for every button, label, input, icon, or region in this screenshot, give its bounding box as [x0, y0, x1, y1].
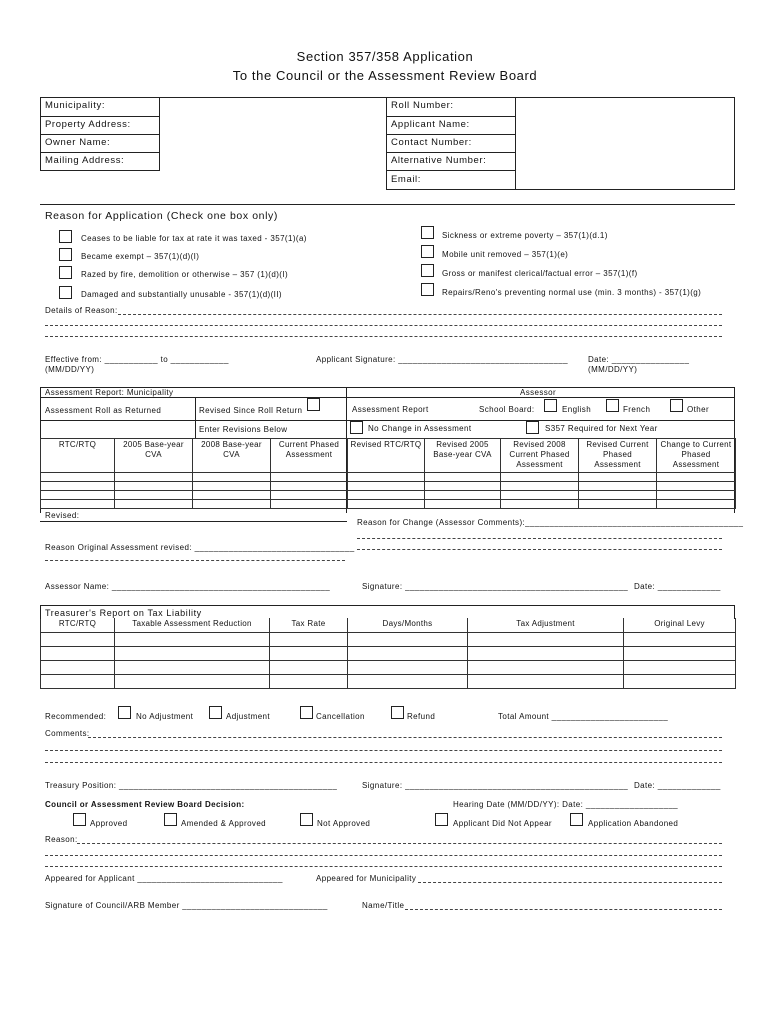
abandoned-checkbox[interactable]	[570, 813, 583, 826]
reason-change-line-1[interactable]	[357, 538, 722, 539]
application-date-format: (MM/DD/YY)	[588, 365, 638, 374]
col-change-current: Change to Current Phased Assessment	[657, 439, 736, 473]
property-address-label: Property Address:	[45, 119, 131, 130]
email-label: Email:	[391, 174, 421, 185]
reason-checkbox-ceases[interactable]	[59, 230, 72, 243]
comments-line-1[interactable]	[88, 737, 722, 738]
no-adjustment-label: No Adjustment	[136, 712, 194, 721]
revised-since-roll-return: Revised Since Roll Return	[199, 406, 303, 415]
application-date: Date: ________________	[588, 355, 690, 364]
reason-repairs-label: Repairs/Reno's preventing normal use (min. 3 months) - 357(1)(g)	[442, 288, 702, 297]
table-row[interactable]	[41, 646, 736, 660]
col-revised-rtc: Revised RTC/RTQ	[348, 439, 425, 473]
details-line-3[interactable]	[45, 336, 722, 337]
reason-error-label: Gross or manifest clerical/factual error – 357(1)(f)	[442, 269, 638, 278]
reason-razed-label: Razed by fire, demolition or otherwise – 357 (1)(d)(I)	[81, 270, 289, 279]
reason-checkbox-exempt[interactable]	[59, 248, 72, 261]
revised-since-roll-checkbox[interactable]	[307, 398, 320, 411]
form-title-line1: Section 357/358 Application	[296, 49, 474, 64]
approved-checkbox[interactable]	[73, 813, 86, 826]
section-divider	[40, 204, 735, 205]
municipality-label: Municipality:	[45, 100, 106, 111]
english-checkbox[interactable]	[544, 399, 557, 412]
tcol-rtc-rtq: RTC/RTQ	[41, 618, 115, 632]
english-label: English	[562, 405, 592, 414]
reason-sickness-label: Sickness or extreme poverty – 357(1)(d.1)	[442, 231, 608, 240]
other-label: Other	[687, 405, 710, 414]
reason-checkbox-sickness[interactable]	[421, 226, 434, 239]
treasurer-heading: Treasurer's Report on Tax Liability	[45, 608, 202, 618]
reason-exempt-label: Became exempt – 357(1)(d)(I)	[81, 252, 200, 261]
effective-format: (MM/DD/YY)	[45, 365, 95, 374]
form-title-line2: To the Council or the Assessment Review Board	[232, 68, 538, 83]
reason-checkbox-error[interactable]	[421, 264, 434, 277]
details-line-2[interactable]	[45, 325, 722, 326]
decision-reason-line-2[interactable]	[45, 855, 722, 856]
appeared-for-municipality: Appeared for Municipality	[316, 874, 417, 883]
reason-heading: Reason for Application (Check one box only)	[45, 210, 279, 222]
col-revised-current: Revised Current Phased Assessment	[579, 439, 657, 473]
reason-checkbox-razed[interactable]	[59, 266, 72, 279]
assessor-name: Assessor Name: _____________________________________________	[45, 582, 331, 591]
contact-number-label: Contact Number:	[391, 137, 472, 148]
french-label: French	[623, 405, 651, 414]
table-row[interactable]	[41, 500, 736, 509]
applicant-signature: Applicant Signature: ___________________________________	[316, 355, 568, 364]
table-row[interactable]	[41, 632, 736, 646]
col-current-phased: Current Phased Assessment	[271, 439, 348, 473]
applicant-name-label: Applicant Name:	[391, 119, 470, 130]
comments-line-3[interactable]	[45, 762, 722, 763]
mailing-address-label: Mailing Address:	[45, 155, 125, 166]
treasury-position: Treasury Position: _____________________________________________	[45, 781, 338, 790]
comments-line-2[interactable]	[45, 750, 722, 751]
tcol-tax-rate: Tax Rate	[270, 618, 348, 632]
reason-ceases-label: Ceases to be liable for tax at rate it was taxed - 357(1)(a)	[81, 234, 307, 243]
comments-label: Comments:	[45, 729, 90, 738]
total-amount: Total Amount ________________________	[498, 712, 669, 721]
french-checkbox[interactable]	[606, 399, 619, 412]
tcol-days-months: Days/Months	[348, 618, 468, 632]
col-revised-2008: Revised 2008 Current Phased Assessment	[501, 439, 579, 473]
table-row[interactable]	[41, 491, 736, 500]
not-approved-checkbox[interactable]	[300, 813, 313, 826]
amended-approved-label: Amended & Approved	[181, 819, 267, 828]
council-signature: Signature of Council/ARB Member ______________________________	[45, 901, 328, 910]
reason-checkbox-mobile[interactable]	[421, 245, 434, 258]
reason-change-line-2[interactable]	[357, 549, 722, 550]
roll-number-label: Roll Number:	[391, 100, 454, 111]
details-of-reason-label: Details of Reason:	[45, 306, 118, 315]
appeared-for-applicant: Appeared for Applicant ______________________________	[45, 874, 283, 883]
cancellation-checkbox[interactable]	[300, 706, 313, 719]
col-rtc-rtq: RTC/RTQ	[41, 439, 115, 473]
no-change-checkbox[interactable]	[350, 421, 363, 434]
assessment-report-label: Assessment Report	[352, 405, 429, 414]
treasury-date: Date: _____________	[634, 781, 721, 790]
tcol-original-levy: Original Levy	[624, 618, 736, 632]
reason-for-change: Reason for Change (Assessor Comments):_____________________________________________	[357, 518, 744, 527]
s357-required-checkbox[interactable]	[526, 421, 539, 434]
treasurer-frame-right	[734, 605, 735, 619]
treasurer-table	[40, 618, 736, 689]
treasury-signature: Signature: ______________________________________________	[362, 781, 629, 790]
refund-checkbox[interactable]	[391, 706, 404, 719]
municipality-appearance-line[interactable]	[418, 882, 722, 883]
table-row[interactable]	[41, 660, 736, 674]
tcol-tax-adjustment: Tax Adjustment	[468, 618, 624, 632]
col-2008-cva: 2008 Base-year CVA	[193, 439, 271, 473]
approved-label: Approved	[90, 819, 128, 828]
refund-label: Refund	[407, 712, 436, 721]
assessor-header: Assessor	[520, 388, 557, 397]
decision-reason-label: Reason:	[45, 835, 78, 844]
tcol-taxable-reduction: Taxable Assessment Reduction	[115, 618, 270, 632]
assessor-date: Date: _____________	[634, 582, 721, 591]
decision-reason-line-3[interactable]	[45, 866, 722, 867]
reason-mobile-label: Mobile unit removed – 357(1)(e)	[442, 250, 569, 259]
enter-revisions-below: Enter Revisions Below	[199, 425, 288, 434]
adjustment-checkbox[interactable]	[209, 706, 222, 719]
table-row[interactable]	[41, 473, 736, 482]
revised-underline	[40, 521, 347, 522]
name-title-line[interactable]	[405, 909, 722, 910]
treasurer-frame-left	[40, 605, 41, 619]
revised-label: Revised:	[45, 511, 80, 520]
did-not-appear-label: Applicant Did Not Appear	[453, 819, 552, 828]
reason-original-line[interactable]	[45, 560, 345, 561]
hearing-date: Hearing Date (MM/DD/YY): Date: ___________________	[453, 800, 679, 809]
amended-approved-checkbox[interactable]	[164, 813, 177, 826]
other-checkbox[interactable]	[670, 399, 683, 412]
effective-from: Effective from: ___________ to ____________	[45, 355, 229, 364]
school-board-label: School Board:	[479, 405, 535, 414]
assessor-signature: Signature: ______________________________________________	[362, 582, 629, 591]
col-revised-2005: Revised 2005 Base-year CVA	[425, 439, 501, 473]
reason-checkbox-repairs[interactable]	[421, 283, 434, 296]
not-approved-label: Not Approved	[317, 819, 371, 828]
s357-required-label: S357 Required for Next Year	[545, 424, 658, 433]
reason-damaged-label: Damaged and substantially unusable - 357(1)(d)(II)	[81, 290, 282, 299]
roll-as-returned: Assessment Roll as Returned	[45, 406, 162, 415]
decision-heading: Council or Assessment Review Board Decision:	[45, 800, 245, 809]
no-adjustment-checkbox[interactable]	[118, 706, 131, 719]
assessment-municipality-header: Assessment Report: Municipality	[45, 388, 174, 397]
cancellation-label: Cancellation	[316, 712, 365, 721]
name-title: Name/Title	[362, 901, 405, 910]
assessment-table	[40, 438, 736, 509]
reason-original-revised: Reason Original Assessment revised: _________________________________	[45, 543, 355, 552]
treasurer-frame-top	[40, 605, 735, 606]
decision-reason-line-1[interactable]	[77, 843, 722, 844]
table-row[interactable]	[41, 482, 736, 491]
no-change-label: No Change in Assessment	[368, 424, 472, 433]
did-not-appear-checkbox[interactable]	[435, 813, 448, 826]
adjustment-label: Adjustment	[226, 712, 271, 721]
owner-name-label: Owner Name:	[45, 137, 111, 148]
recommended-label: Recommended:	[45, 712, 107, 721]
alternative-number-label: Alternative Number:	[391, 155, 487, 166]
roll-number-field[interactable]	[517, 98, 733, 115]
abandoned-label: Application Abandoned	[588, 819, 679, 828]
municipality-field[interactable]	[161, 98, 385, 115]
col-2005-cva: 2005 Base-year CVA	[115, 439, 193, 473]
details-line-1[interactable]	[118, 314, 722, 315]
table-row[interactable]	[41, 674, 736, 688]
reason-checkbox-damaged[interactable]	[59, 286, 72, 299]
